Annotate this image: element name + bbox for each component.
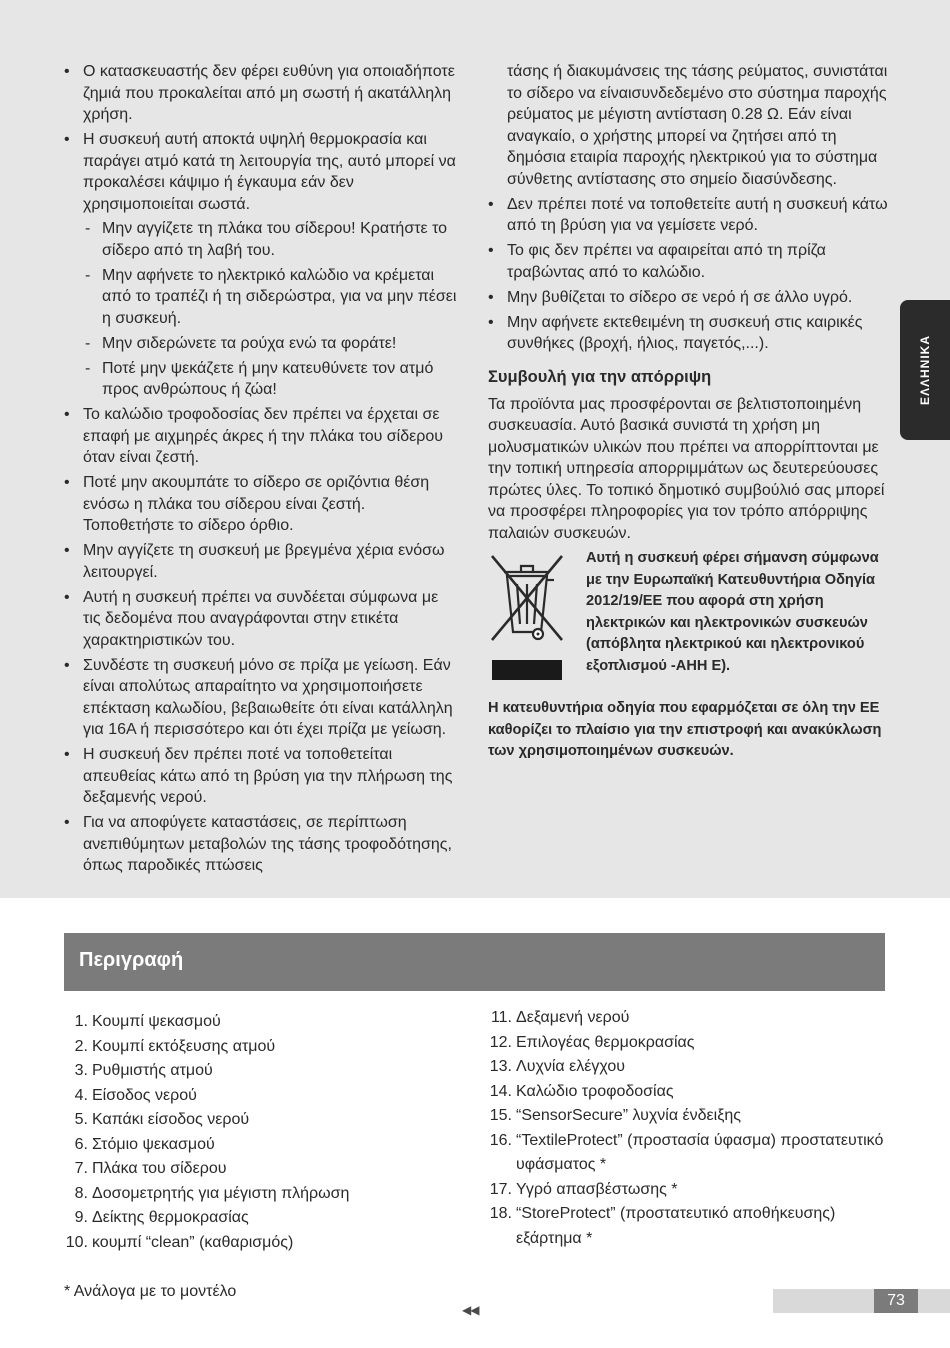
section-title: Περιγραφή bbox=[79, 949, 184, 971]
item-text: Κουμπί ψεκασμού bbox=[92, 1013, 221, 1030]
safety-item-text: Η συσκευή αυτή αποκτά υψηλή θερμοκρασία και παράγει ατμό κατά τη λειτουργία της, αυτό μπορεί να προκαλέσει κάψιμο ή έγκαυμα εάν δεν χρησιμοποιείται σωστά. bbox=[83, 131, 456, 213]
item-number: 5. bbox=[74, 1111, 88, 1128]
item-text: Καπάκι είσοδος νερού bbox=[92, 1111, 250, 1128]
safety-item: • Δεν πρέπει ποτέ να τοποθετείτε αυτή η συσκευή κάτω από τη βρύση για να γεμίσετε νερό. bbox=[488, 194, 888, 237]
item-text: “SensorSecure” λυχνία ένδειξης bbox=[516, 1107, 742, 1124]
safety-subitem: - Μην αφήνετε το ηλεκτρικό καλώδιο να κρέμεται από το τραπέζι ή τη σιδερώστρα, για να μην πέσει η συσκευή. bbox=[83, 265, 459, 330]
parts-list-right bbox=[488, 1006, 888, 1251]
item-number: 15. bbox=[489, 1107, 512, 1124]
list-item bbox=[64, 1059, 464, 1084]
section-header bbox=[64, 933, 885, 991]
list-item bbox=[64, 1231, 464, 1256]
safety-sublist bbox=[83, 218, 459, 401]
parts-list-left bbox=[64, 1010, 464, 1255]
list-item bbox=[64, 1133, 464, 1158]
item-number: 16. bbox=[489, 1131, 512, 1149]
list-item bbox=[488, 1129, 888, 1178]
disposal-text: Τα προϊόντα μας προσφέρονται σε βελτιστοποιημένη συσκευασία. Αυτό βασικά συνιστά τη χρήση μη μολυσματικών υλικών που πρέπει να απορρίπτονται με την τοπική υπηρεσία απορριμμάτων ως δευτερεύουσες πρώτες ύλες. Το τοπικό δημοτικό συμβούλιό σας μπορεί να προσφέρει πληροφορίες για τον τρόπο απόρριψης παλαιών συσκευών. bbox=[488, 395, 885, 542]
item-number: 18. bbox=[489, 1205, 512, 1222]
safety-subitem: - Ποτέ μην ψεκάζετε ή μην κατευθύνετε τον ατμό προς ανθρώπους ή ζώα! bbox=[83, 358, 459, 401]
safety-subitem: - Μην αγγίζετε τη πλάκα του σίδερου! Κρατήστε το σίδερο από τη λαβή του. bbox=[83, 218, 459, 261]
safety-item: • Για να αποφύγετε καταστάσεις, σε περίπτωση ανεπιθύμητων μεταβολών της τάσης τροφοδότησης, όπως παροδικές πτώσεις bbox=[64, 812, 459, 877]
weee-block bbox=[488, 548, 888, 698]
item-number: 7. bbox=[74, 1160, 88, 1177]
list-item bbox=[488, 1104, 888, 1129]
list-item bbox=[64, 1010, 464, 1035]
safety-item: • Μην βυθίζεται το σίδερο σε νερό ή σε άλλο υγρό. bbox=[488, 287, 888, 309]
item-text: Δοσομετρητής για μέγιστη πλήρωση bbox=[92, 1184, 350, 1202]
safety-item: • Ποτέ μην ακουμπάτε το σίδερο σε οριζόντια θέση ενόσω η πλάκα του σίδερου είναι ζεστή. Τοποθετήστε το σίδερο όρθιο. bbox=[64, 472, 459, 537]
item-number: 1. bbox=[74, 1013, 88, 1030]
item-number: 6. bbox=[74, 1135, 88, 1153]
item-text: Στόμιο ψεκασμού bbox=[92, 1135, 215, 1153]
list-item bbox=[488, 1202, 888, 1251]
item-number: 4. bbox=[74, 1086, 88, 1104]
item-number: 11. bbox=[490, 1009, 512, 1026]
disposal-heading: Συμβουλή για την απόρριψη bbox=[488, 367, 712, 386]
safety-item: • Ο κατασκευαστής δεν φέρει ευθύνη για οποιαδήποτε ζημιά που προκαλείται από μη σωστή ή ακατάλληλη χρήση. bbox=[64, 61, 459, 126]
safety-right-column bbox=[488, 61, 888, 763]
item-text: Λυχνία ελέγχου bbox=[516, 1058, 625, 1075]
item-text: Δεξαμενή νερού bbox=[516, 1009, 630, 1026]
crossed-out-wheelie-bin-icon bbox=[488, 550, 566, 680]
item-number: 12. bbox=[489, 1033, 512, 1051]
list-item bbox=[64, 1035, 464, 1060]
item-number: 13. bbox=[489, 1058, 512, 1075]
item-text: Ρυθμιστής ατμού bbox=[92, 1062, 213, 1079]
safety-left-column bbox=[64, 61, 459, 880]
item-text: Καλώδιο τροφοδοσίας bbox=[516, 1082, 674, 1100]
list-item bbox=[64, 1182, 464, 1207]
item-text: Υγρό απασβέστωσης * bbox=[516, 1180, 678, 1198]
safety-list-left bbox=[64, 61, 459, 877]
item-text: “StoreProtect” (προστατευτικό αποθήκευσης) εξάρτημα * bbox=[516, 1205, 836, 1247]
item-number: 14. bbox=[489, 1082, 512, 1100]
safety-item: • Το καλώδιο τροφοδοσίας δεν πρέπει να έρχεται σε επαφή με αιχμηρές άκρες ή την πλάκα του σίδερου όταν είναι ζεστή. bbox=[64, 404, 459, 469]
language-tab[interactable] bbox=[900, 300, 950, 440]
item-text: Επιλογέας θερμοκρασίας bbox=[516, 1033, 695, 1051]
item-text: Δείκτης θερμοκρασίας bbox=[92, 1209, 249, 1226]
language-tab-label: ΕΛΛΗΝΙΚΑ bbox=[918, 334, 932, 406]
list-item bbox=[488, 1080, 888, 1105]
item-number: 9. bbox=[74, 1209, 88, 1226]
safety-item: • Μην αγγίζετε τη συσκευή με βρεγμένα χέρια ενόσω λειτουργεί. bbox=[64, 540, 459, 583]
list-item bbox=[64, 1157, 464, 1182]
item-text: κουμπί “clean” (καθαρισμός) bbox=[92, 1233, 294, 1251]
item-text: Πλάκα του σίδερου bbox=[92, 1160, 227, 1177]
safety-continuation: τάσης ή διακυμάνσεις της τάσης ρεύματος, συνιστάται το σίδερο να είναισυνδεδεμένο στο σύστημα παροχής ρεύματος με μέγιστη αντίσταση 0.28 Ω. Εάν είναι αναγκαίο, ο χρήστης μπορεί να ζητήσει από τη δημόσια εταιρία παροχής ηλεκτρικού για το σύστημα σύνθετης αντίστασης στο σημείο διασύνδεσης. bbox=[507, 63, 888, 188]
list-item bbox=[64, 1206, 464, 1231]
item-number: 3. bbox=[74, 1062, 88, 1079]
item-number: 8. bbox=[74, 1184, 88, 1202]
directive-text: Η κατευθυντήρια οδηγία που εφαρμόζεται σε όλη την ΕΕ καθορίζει το πλαίσιο για την επιστροφή και ανακύκλωση των χρησιμοποιημένων συσκευών. bbox=[488, 700, 882, 759]
safety-item: • Αυτή η συσκευή πρέπει να συνδέεται σύμφωνα με τις δεδομένα που αναγράφονται στην ετικέτα χαρακτηριστικών του. bbox=[64, 587, 459, 652]
page-number: 73 bbox=[874, 1289, 918, 1313]
item-number: 10. bbox=[65, 1233, 88, 1251]
item-number: 17. bbox=[489, 1180, 512, 1198]
item-text: Κουμπί εκτόξευσης ατμού bbox=[92, 1037, 276, 1055]
item-number: 2. bbox=[74, 1037, 88, 1055]
list-item bbox=[488, 1006, 888, 1031]
page-footer-bar bbox=[773, 1289, 950, 1313]
list-item bbox=[488, 1178, 888, 1203]
safety-item: • Συνδέστε τη συσκευή μόνο σε πρίζα με γείωση. Εάν είναι απολύτως απαραίτητο να χρησιμοποιήσετε επέκταση καλωδίου, βεβαιωθείτε ότι είναι κατάλληλη για 16A ή περισσότερο και ότι έχει πρίζα με γείωση. bbox=[64, 655, 459, 741]
safety-subitem: - Μην σιδερώνετε τα ρούχα ενώ τα φοράτε! bbox=[83, 333, 459, 355]
item-text: “TextileProtect” (προστασία ύφασμα) προστατευτικό υφάσματος * bbox=[516, 1131, 884, 1173]
list-item bbox=[64, 1108, 464, 1133]
safety-item bbox=[64, 129, 459, 401]
list-item bbox=[488, 1055, 888, 1080]
safety-list-right bbox=[488, 194, 888, 355]
safety-item: • Το φις δεν πρέπει να αφαιρείται από τη πρίζα τραβώντας από το καλώδιο. bbox=[488, 240, 888, 283]
safety-item: • Μην αφήνετε εκτεθειμένη τη συσκευή στις καιρικές συνθήκες (βροχή, ήλιος, παγετός,...). bbox=[488, 312, 888, 355]
safety-item: • Η συσκευή δεν πρέπει ποτέ να τοποθετείται απευθείας κάτω από τη βρύση για την πλήρωση της δεξαμενής νερού. bbox=[64, 744, 459, 809]
list-item bbox=[488, 1031, 888, 1056]
item-text: Είσοδος νερού bbox=[92, 1086, 197, 1104]
list-item bbox=[64, 1084, 464, 1109]
double-left-arrow-icon[interactable]: ◀◀ bbox=[462, 1303, 479, 1317]
footnote: * Ανάλογα με το μοντέλο bbox=[64, 1283, 237, 1300]
weee-text: Αυτή η συσκευή φέρει σήμανση σύμφωνα με την Ευρωπαϊκή Κατευθυντήρια Οδηγία 2012/19/EE που αφορά στη χρήση ηλεκτρικών και ηλεκτρονικών συσκευών (απόβλητα ηλεκτρικού και ηλεκτρονικού εξοπλισμού -AHH E). bbox=[586, 550, 879, 674]
